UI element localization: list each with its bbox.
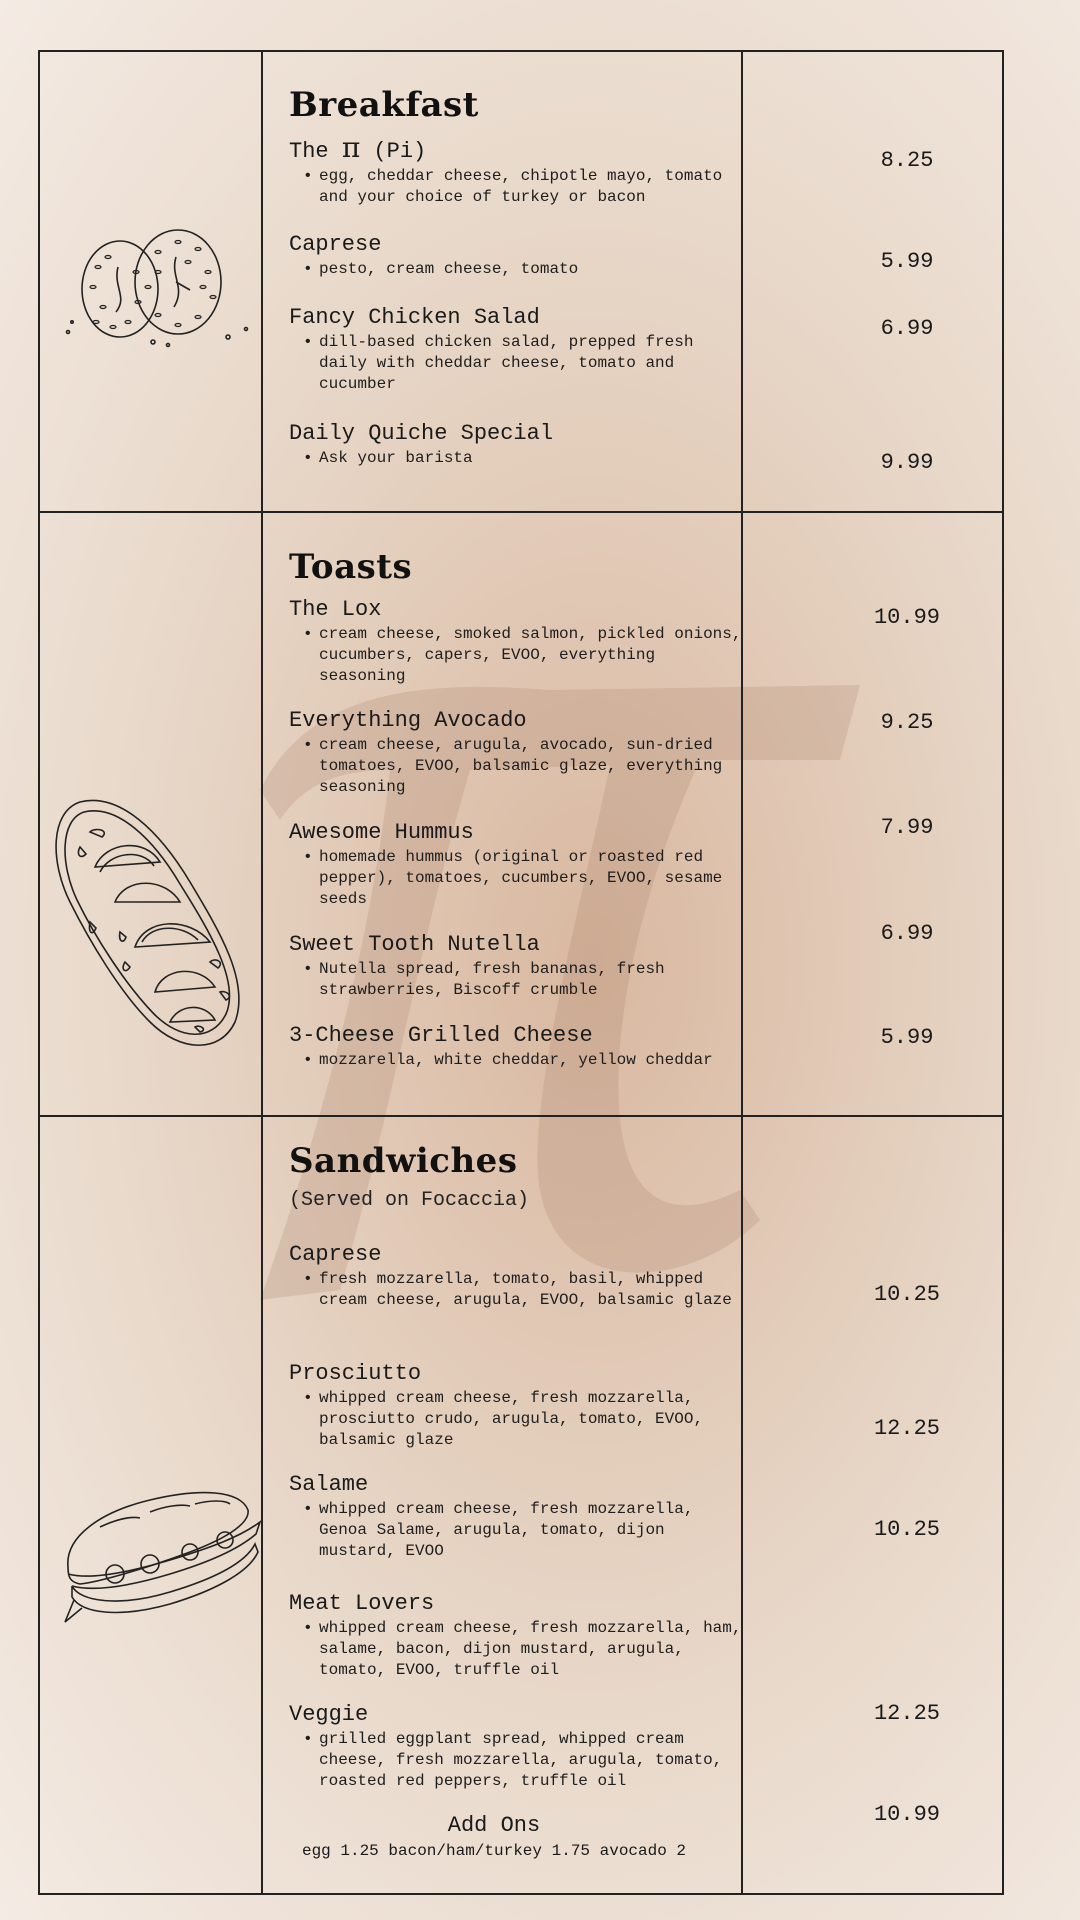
item-price: 6.99 — [880, 921, 934, 946]
pi-symbol: π — [341, 131, 361, 164]
item-description: • mozzarella, white cheddar, yellow cheddar — [289, 1050, 749, 1071]
item-description: • pesto, cream cheese, tomato — [289, 259, 749, 280]
menu-item — [289, 1702, 749, 1792]
item-price: 12.25 — [873, 1416, 940, 1441]
menu-item — [289, 1472, 749, 1562]
menu-item — [289, 708, 749, 798]
item-name: Awesome Hummus — [289, 820, 474, 845]
item-description: • egg, cheddar cheese, chipotle mayo, tomato and your choice of turkey or bacon — [289, 166, 749, 208]
item-name: Salame — [289, 1472, 369, 1497]
menu-item — [289, 232, 749, 280]
section-divider — [40, 1115, 1002, 1117]
menu-item — [289, 131, 749, 208]
item-price: 5.99 — [880, 1025, 934, 1050]
item-price: 10.25 — [873, 1517, 940, 1542]
item-name: Sweet Tooth Nutella — [289, 932, 540, 957]
item-price: 9.25 — [880, 710, 934, 735]
menu-item — [289, 597, 749, 687]
item-description: • Nutella spread, fresh bananas, fresh strawberries, Biscoff crumble — [289, 959, 749, 1001]
section-title: Toasts — [289, 547, 413, 587]
item-name: 3-Cheese Grilled Cheese — [289, 1023, 593, 1048]
item-price: 10.25 — [873, 1282, 940, 1307]
menu-item — [289, 1591, 749, 1681]
menu-item — [289, 421, 749, 469]
sandwich-icon — [60, 1482, 265, 1627]
menu-item — [289, 1361, 749, 1451]
item-name: Caprese — [289, 1242, 382, 1267]
section-divider — [40, 511, 1002, 513]
section-title: Breakfast — [289, 85, 479, 125]
item-name: The Lox — [289, 597, 382, 622]
item-price: 7.99 — [880, 815, 934, 840]
addons-text: egg 1.25 bacon/ham/turkey 1.75 avocado 2 — [301, 1842, 687, 1860]
item-name-prefix: The — [289, 139, 329, 164]
item-name: Meat Lovers — [289, 1591, 435, 1616]
item-description: • Ask your barista — [289, 448, 749, 469]
item-description: • whipped cream cheese, fresh mozzarella, prosciutto crudo, arugula, tomato, EVOO, balsamic glaze — [289, 1388, 749, 1451]
item-description: • whipped cream cheese, fresh mozzarella, ham, salame, bacon, dijon mustard, arugula, tomato, EVOO, truffle oil — [289, 1618, 749, 1681]
item-description: • cream cheese, smoked salmon, pickled onions, cucumbers, capers, EVOO, everything seasoning — [289, 624, 749, 687]
bagel-icon — [58, 227, 258, 357]
menu-item — [289, 1023, 749, 1071]
item-name: Daily Quiche Special — [289, 421, 554, 446]
item-description: • grilled eggplant spread, whipped cream cheese, fresh mozzarella, arugula, tomato, roasted red peppers, truffle oil — [289, 1729, 749, 1792]
item-description: • whipped cream cheese, fresh mozzarella, Genoa Salame, arugula, tomato, dijon mustard, EVOO — [289, 1499, 749, 1562]
item-name-suffix: (Pi) — [373, 139, 427, 164]
item-name — [289, 131, 749, 165]
item-price: 6.99 — [880, 316, 934, 341]
item-price: 10.99 — [873, 1802, 940, 1827]
item-name: Fancy Chicken Salad — [289, 305, 540, 330]
item-price: 8.25 — [880, 148, 934, 173]
item-description: • homemade hummus (original or roasted red pepper), tomatoes, cucumbers, EVOO, sesame seeds — [289, 847, 749, 910]
item-description: • dill-based chicken salad, prepped fresh daily with cheddar cheese, tomato and cucumber — [289, 332, 749, 395]
menu-item — [289, 932, 749, 1001]
item-description: • fresh mozzarella, tomato, basil, whipped cream cheese, arugula, EVOO, balsamic glaze — [289, 1269, 749, 1311]
addons-title: Add Ons — [447, 1813, 541, 1838]
item-price: 12.25 — [873, 1701, 940, 1726]
item-description: • cream cheese, arugula, avocado, sun-dried tomatoes, EVOO, balsamic glaze, everything seasoning — [289, 735, 749, 798]
menu-item — [289, 820, 749, 910]
section-title: Sandwiches — [289, 1141, 518, 1181]
item-price: 9.99 — [880, 450, 934, 475]
toast-icon — [50, 792, 250, 1052]
item-name: Prosciutto — [289, 1361, 422, 1386]
item-price: 5.99 — [880, 249, 934, 274]
item-name: Everything Avocado — [289, 708, 527, 733]
menu-item — [289, 305, 749, 395]
item-price: 10.99 — [873, 605, 940, 630]
menu-item — [289, 1242, 749, 1311]
item-name: Caprese — [289, 232, 382, 257]
section-subtitle: (Served on Focaccia) — [289, 1189, 530, 1212]
menu-board — [38, 50, 1004, 1895]
item-name: Veggie — [289, 1702, 369, 1727]
